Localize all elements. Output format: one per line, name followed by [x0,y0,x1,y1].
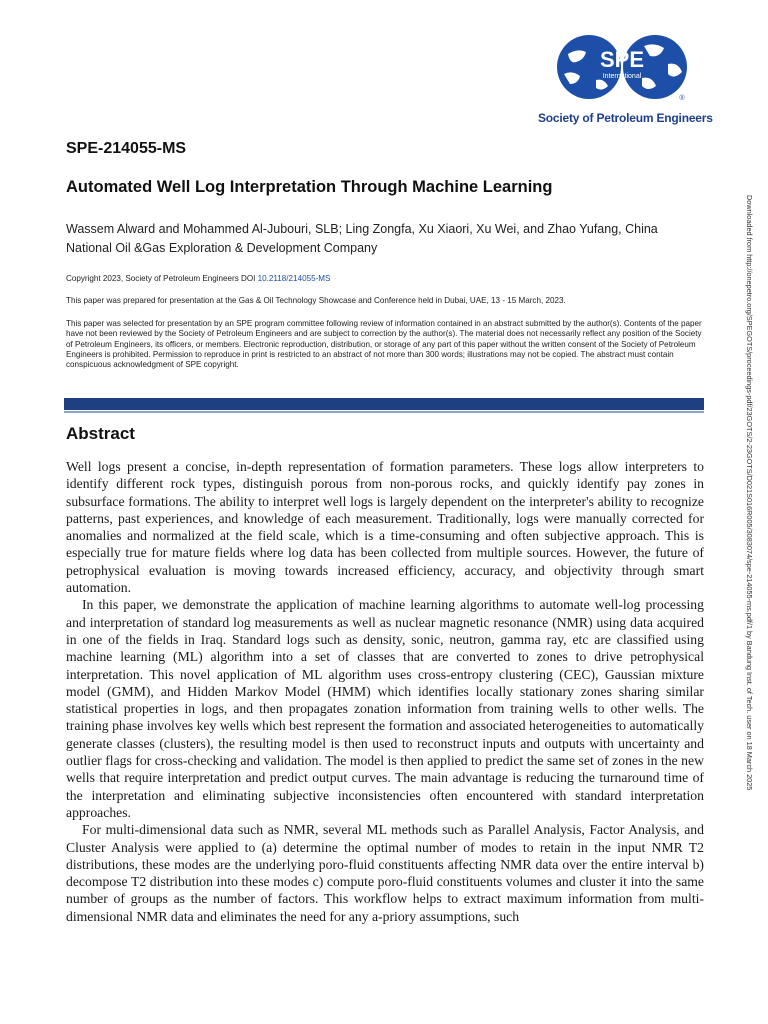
spe-logo [538,34,713,126]
presentation-notice: This paper was prepared for presentation at the Gas & Oil Technology Showcase and Conference held in Dubai, UAE, 13 - 15 March, 2023. [66,296,566,305]
selection-notice: This paper was selected for presentation by an SPE program committee following review of information contained in an abstract submitted by the author(s). Contents of the paper have not been reviewed by the Society of Petroleum Engineers and are subject to correction by the author(s). The material does not necessarily reflect any position of the Society of Petroleum Engineers, its officers, or members. Electronic reproduction, distribution, or storage of any part of this paper without the written consent of the Society of Petroleum Engineers is prohibited. Permission to reproduce in print is restricted to an abstract of not more than 300 words; illustrations may not be copied. The abstract must contain conspicuous acknowledgment of SPE copyright. [66,319,702,370]
organization-name: Society of Petroleum Engineers [538,111,713,125]
authors-line-2: National Oil &Gas Exploration & Development Company [66,241,378,255]
doi-link[interactable]: 10.2118/214055-MS [257,274,331,283]
paper-id: SPE-214055-MS [66,140,187,157]
section-divider [64,398,704,410]
download-watermark [744,195,754,835]
copyright-text: Copyright 2023, Society of Petroleum Engineers DOI [66,274,258,283]
paper-title: Automated Well Log Interpretation Through Machine Learning [66,178,553,196]
download-watermark-text: Downloaded from http://onepetro.org/SPEGOTS/proceedings-pdf/23GOTS/2-23GOTS/D021S016R005/3083074/spe-214055-ms.pdf/1 by Bandung Inst. of Tech. user on 18 March 2025 [745,195,754,791]
authors-line-1: Wassem Alward and Mohammed Al-Jubouri, SLB; Ling Zongfa, Xu Xiaori, Xu Wei, and Zhao Yufang, China [66,222,658,236]
svg-text:SPE: SPE [599,47,645,72]
copyright-notice [66,274,706,284]
abstract-paragraph: In this paper, we demonstrate the application of machine learning algorithms to automate well-log processing and interpretation of standard log measurements as well as nuclear magnetic resonance (NMR) using data acquired in one of the fields in Iraq. Standard logs such as density, sonic, neutron, gamma ray, etc are classified using machine learning (ML) algorithm into a set of classes that are converted to zones to drive petrophysical interpretation. This novel application of ML algorithm uses cross-entropy clustering (CEC), Gaussian mixture model (GMM), and Hidden Markov Model (HMM) which identifies locally stationary zones sharing similar statistical properties in logs, and then propagates zonation information from training wells to other wells. The training phase involves key wells which best represent the formation and associated heterogeneities to automatically generate classes (clusters), the resulting model is then used to reconstruct inputs and outputs with uncertainty and outlier flags for cross-checking and validation. The model is then applied to predict the same set of zones in the new wells that require interpretation and predict output curves. The main advantage is reducing the turnaround time of the interpretation and eliminating subjective inconsistencies often encountered with standard interpretation approaches. [66,597,704,820]
authors [66,220,686,258]
abstract-paragraph: Well logs present a concise, in-depth representation of formation parameters. These logs allow interpreters to identify different rock types, distinguish porous from non-porous rocks, and quickly identify pay zones in subsurface formations. The ability to interpret well logs is largely dependent on the interpreter's ability to recognize patterns, past experiences, and knowledge of each measurement. Traditionally, logs were manually corrected for anomalies and normalized at the field scale, which is a time-consuming and often subjective approach. This is especially true for mature fields where log data has been collected from multiple sources. However, the future of petrophysical evaluation is moving towards increased efficiency, accuracy, and objectivity through smart automation. [66,459,704,596]
abstract-paragraph: For multi-dimensional data such as NMR, several ML methods such as Parallel Analysis, Factor Analysis, and Cluster Analysis were applied to (a) determine the optimal number of modes to retain in the input NMR T2 distributions, these modes are the underlying poro-fluid constituents affecting NMR data over the entire interval b) decompose T2 distribution into these modes c) compute poro-fluid constituents volumes and cluster it into the same number of groups as the number of factors. This workflow helps to extract maximum information from multi-dimensional NMR data and eliminates the need for any a-priory assumptions, such [66,822,704,924]
abstract-heading: Abstract [66,424,135,443]
spe-globe-logo-icon [556,34,688,100]
abstract-body [66,458,704,925]
svg-text:International: International [602,73,642,80]
svg-text:®: ® [679,95,685,100]
